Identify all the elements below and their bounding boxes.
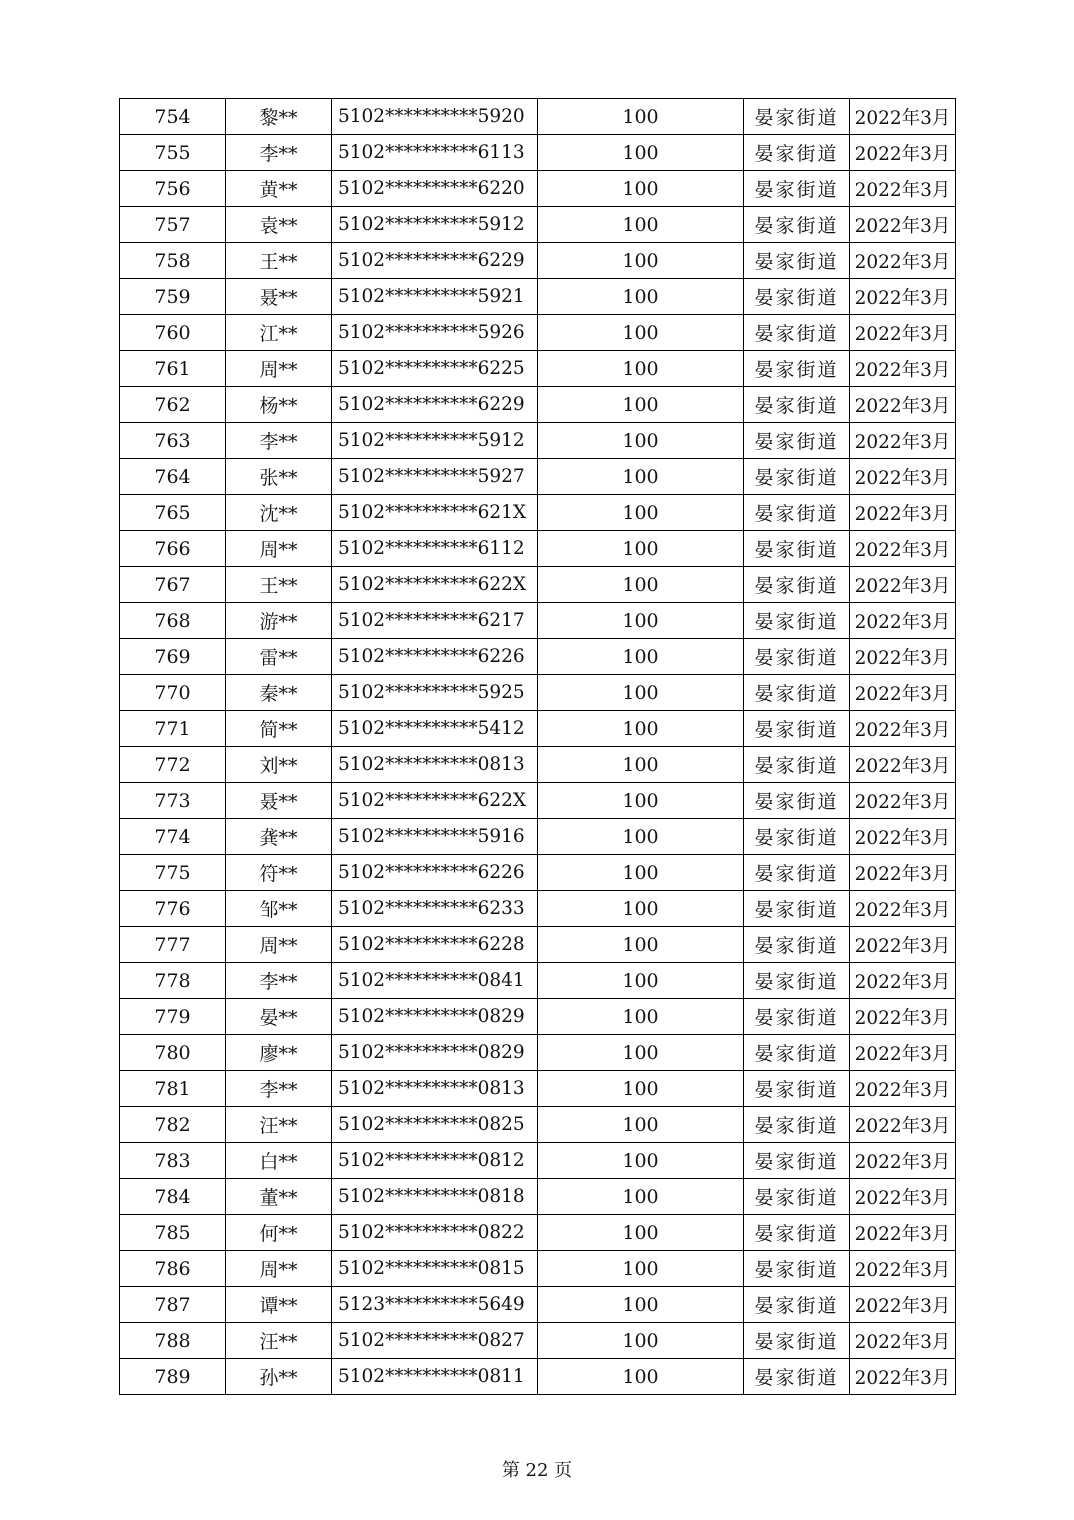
amount-cell: 100	[538, 207, 744, 243]
table-row	[120, 279, 956, 315]
date-cell: 2022年3月	[850, 999, 956, 1035]
row-number-cell: 767	[120, 567, 226, 603]
name-cell: 何**	[226, 1215, 332, 1251]
id-number-cell: 5102**********0812	[332, 1143, 538, 1179]
name-cell: 周**	[226, 351, 332, 387]
amount-cell: 100	[538, 243, 744, 279]
amount-cell: 100	[538, 819, 744, 855]
id-number-cell: 5102**********0813	[332, 747, 538, 783]
name-cell: 秦**	[226, 675, 332, 711]
amount-cell: 100	[538, 1359, 744, 1395]
row-number-cell: 763	[120, 423, 226, 459]
id-number-cell: 5102**********0841	[332, 963, 538, 999]
date-cell: 2022年3月	[850, 819, 956, 855]
row-number-cell: 766	[120, 531, 226, 567]
id-number-cell: 5102**********6112	[332, 531, 538, 567]
row-number-cell: 779	[120, 999, 226, 1035]
amount-cell: 100	[538, 1287, 744, 1323]
street-cell: 晏家街道	[744, 927, 850, 963]
name-cell: 杨**	[226, 387, 332, 423]
table-row	[120, 531, 956, 567]
name-cell: 李**	[226, 963, 332, 999]
row-number-cell: 778	[120, 963, 226, 999]
amount-cell: 100	[538, 387, 744, 423]
table-row	[120, 1143, 956, 1179]
table-row	[120, 891, 956, 927]
row-number-cell: 785	[120, 1215, 226, 1251]
amount-cell: 100	[538, 1071, 744, 1107]
street-cell: 晏家街道	[744, 1143, 850, 1179]
name-cell: 晏**	[226, 999, 332, 1035]
street-cell: 晏家街道	[744, 1215, 850, 1251]
table-row	[120, 603, 956, 639]
name-cell: 廖**	[226, 1035, 332, 1071]
id-number-cell: 5102**********6226	[332, 855, 538, 891]
date-cell: 2022年3月	[850, 1215, 956, 1251]
name-cell: 白**	[226, 1143, 332, 1179]
date-cell: 2022年3月	[850, 603, 956, 639]
row-number-cell: 784	[120, 1179, 226, 1215]
id-number-cell: 5102**********0827	[332, 1323, 538, 1359]
street-cell: 晏家街道	[744, 387, 850, 423]
id-number-cell: 5102**********622X	[332, 783, 538, 819]
street-cell: 晏家街道	[744, 747, 850, 783]
street-cell: 晏家街道	[744, 855, 850, 891]
street-cell: 晏家街道	[744, 207, 850, 243]
id-number-cell: 5102**********5412	[332, 711, 538, 747]
date-cell: 2022年3月	[850, 1251, 956, 1287]
id-number-cell: 5102**********0825	[332, 1107, 538, 1143]
street-cell: 晏家街道	[744, 135, 850, 171]
date-cell: 2022年3月	[850, 243, 956, 279]
id-number-cell: 5102**********5927	[332, 459, 538, 495]
id-number-cell: 5102**********6229	[332, 243, 538, 279]
row-number-cell: 776	[120, 891, 226, 927]
table-row	[120, 711, 956, 747]
id-number-cell: 5102**********5916	[332, 819, 538, 855]
row-number-cell: 770	[120, 675, 226, 711]
date-cell: 2022年3月	[850, 423, 956, 459]
amount-cell: 100	[538, 171, 744, 207]
street-cell: 晏家街道	[744, 315, 850, 351]
row-number-cell: 775	[120, 855, 226, 891]
id-number-cell: 5102**********5920	[332, 99, 538, 135]
amount-cell: 100	[538, 1107, 744, 1143]
date-cell: 2022年3月	[850, 135, 956, 171]
street-cell: 晏家街道	[744, 1323, 850, 1359]
street-cell: 晏家街道	[744, 279, 850, 315]
date-cell: 2022年3月	[850, 1287, 956, 1323]
date-cell: 2022年3月	[850, 1179, 956, 1215]
amount-cell: 100	[538, 279, 744, 315]
amount-cell: 100	[538, 1323, 744, 1359]
table-row	[120, 1107, 956, 1143]
table-row	[120, 315, 956, 351]
row-number-cell: 765	[120, 495, 226, 531]
amount-cell: 100	[538, 855, 744, 891]
street-cell: 晏家街道	[744, 1107, 850, 1143]
row-number-cell: 757	[120, 207, 226, 243]
table-row	[120, 1215, 956, 1251]
row-number-cell: 768	[120, 603, 226, 639]
table-row	[120, 675, 956, 711]
id-number-cell: 5102**********6113	[332, 135, 538, 171]
id-number-cell: 5102**********5925	[332, 675, 538, 711]
street-cell: 晏家街道	[744, 711, 850, 747]
name-cell: 聂**	[226, 783, 332, 819]
id-number-cell: 5102**********0829	[332, 1035, 538, 1071]
id-number-cell: 5102**********0822	[332, 1215, 538, 1251]
amount-cell: 100	[538, 1143, 744, 1179]
street-cell: 晏家街道	[744, 567, 850, 603]
name-cell: 江**	[226, 315, 332, 351]
name-cell: 王**	[226, 567, 332, 603]
amount-cell: 100	[538, 351, 744, 387]
amount-cell: 100	[538, 135, 744, 171]
name-cell: 汪**	[226, 1323, 332, 1359]
id-number-cell: 5102**********6220	[332, 171, 538, 207]
date-cell: 2022年3月	[850, 495, 956, 531]
table-row	[120, 207, 956, 243]
table-row	[120, 1179, 956, 1215]
id-number-cell: 5102**********6229	[332, 387, 538, 423]
table-row	[120, 747, 956, 783]
name-cell: 李**	[226, 135, 332, 171]
table-row	[120, 459, 956, 495]
row-number-cell: 786	[120, 1251, 226, 1287]
date-cell: 2022年3月	[850, 171, 956, 207]
date-cell: 2022年3月	[850, 711, 956, 747]
date-cell: 2022年3月	[850, 1359, 956, 1395]
row-number-cell: 787	[120, 1287, 226, 1323]
street-cell: 晏家街道	[744, 891, 850, 927]
amount-cell: 100	[538, 675, 744, 711]
table-row	[120, 1359, 956, 1395]
amount-cell: 100	[538, 495, 744, 531]
date-cell: 2022年3月	[850, 279, 956, 315]
name-cell: 张**	[226, 459, 332, 495]
amount-cell: 100	[538, 963, 744, 999]
name-cell: 简**	[226, 711, 332, 747]
date-cell: 2022年3月	[850, 747, 956, 783]
street-cell: 晏家街道	[744, 639, 850, 675]
id-number-cell: 5102**********0829	[332, 999, 538, 1035]
street-cell: 晏家街道	[744, 963, 850, 999]
name-cell: 孙**	[226, 1359, 332, 1395]
name-cell: 符**	[226, 855, 332, 891]
date-cell: 2022年3月	[850, 567, 956, 603]
date-cell: 2022年3月	[850, 1143, 956, 1179]
row-number-cell: 760	[120, 315, 226, 351]
row-number-cell: 788	[120, 1323, 226, 1359]
table-row	[120, 1323, 956, 1359]
amount-cell: 100	[538, 567, 744, 603]
row-number-cell: 771	[120, 711, 226, 747]
street-cell: 晏家街道	[744, 1179, 850, 1215]
table-row	[120, 1251, 956, 1287]
name-cell: 李**	[226, 423, 332, 459]
name-cell: 周**	[226, 1251, 332, 1287]
street-cell: 晏家街道	[744, 531, 850, 567]
table-row	[120, 783, 956, 819]
table-row	[120, 135, 956, 171]
table-row	[120, 1071, 956, 1107]
amount-cell: 100	[538, 891, 744, 927]
table-row	[120, 423, 956, 459]
amount-cell: 100	[538, 711, 744, 747]
date-cell: 2022年3月	[850, 855, 956, 891]
name-cell: 汪**	[226, 1107, 332, 1143]
street-cell: 晏家街道	[744, 783, 850, 819]
table-row	[120, 495, 956, 531]
row-number-cell: 773	[120, 783, 226, 819]
id-number-cell: 5102**********622X	[332, 567, 538, 603]
id-number-cell: 5102**********0811	[332, 1359, 538, 1395]
table-row	[120, 243, 956, 279]
row-number-cell: 759	[120, 279, 226, 315]
id-number-cell: 5102**********6228	[332, 927, 538, 963]
row-number-cell: 761	[120, 351, 226, 387]
row-number-cell: 764	[120, 459, 226, 495]
name-cell: 沈**	[226, 495, 332, 531]
id-number-cell: 5102**********621X	[332, 495, 538, 531]
row-number-cell: 781	[120, 1071, 226, 1107]
name-cell: 袁**	[226, 207, 332, 243]
street-cell: 晏家街道	[744, 999, 850, 1035]
street-cell: 晏家街道	[744, 171, 850, 207]
id-number-cell: 5102**********0815	[332, 1251, 538, 1287]
street-cell: 晏家街道	[744, 243, 850, 279]
name-cell: 李**	[226, 1071, 332, 1107]
amount-cell: 100	[538, 315, 744, 351]
id-number-cell: 5102**********0813	[332, 1071, 538, 1107]
name-cell: 王**	[226, 243, 332, 279]
date-cell: 2022年3月	[850, 1035, 956, 1071]
name-cell: 龚**	[226, 819, 332, 855]
table-row	[120, 927, 956, 963]
table-row	[120, 99, 956, 135]
page-number: 第 22 页	[501, 1460, 573, 1481]
id-number-cell: 5123**********5649	[332, 1287, 538, 1323]
roster-table-body	[120, 99, 956, 1395]
date-cell: 2022年3月	[850, 639, 956, 675]
street-cell: 晏家街道	[744, 423, 850, 459]
row-number-cell: 758	[120, 243, 226, 279]
id-number-cell: 5102**********6225	[332, 351, 538, 387]
name-cell: 雷**	[226, 639, 332, 675]
name-cell: 周**	[226, 531, 332, 567]
amount-cell: 100	[538, 1179, 744, 1215]
date-cell: 2022年3月	[850, 963, 956, 999]
amount-cell: 100	[538, 1035, 744, 1071]
street-cell: 晏家街道	[744, 459, 850, 495]
amount-cell: 100	[538, 1215, 744, 1251]
table-row	[120, 819, 956, 855]
date-cell: 2022年3月	[850, 387, 956, 423]
id-number-cell: 5102**********5912	[332, 423, 538, 459]
name-cell: 游**	[226, 603, 332, 639]
date-cell: 2022年3月	[850, 927, 956, 963]
street-cell: 晏家街道	[744, 1251, 850, 1287]
name-cell: 刘**	[226, 747, 332, 783]
street-cell: 晏家街道	[744, 1287, 850, 1323]
date-cell: 2022年3月	[850, 531, 956, 567]
date-cell: 2022年3月	[850, 207, 956, 243]
row-number-cell: 772	[120, 747, 226, 783]
roster-table	[119, 98, 956, 1395]
row-number-cell: 762	[120, 387, 226, 423]
date-cell: 2022年3月	[850, 1323, 956, 1359]
table-row	[120, 171, 956, 207]
name-cell: 董**	[226, 1179, 332, 1215]
id-number-cell: 5102**********6226	[332, 639, 538, 675]
street-cell: 晏家街道	[744, 99, 850, 135]
amount-cell: 100	[538, 531, 744, 567]
table-row	[120, 1287, 956, 1323]
amount-cell: 100	[538, 999, 744, 1035]
amount-cell: 100	[538, 1251, 744, 1287]
table-row	[120, 351, 956, 387]
id-number-cell: 5102**********6217	[332, 603, 538, 639]
id-number-cell: 5102**********0818	[332, 1179, 538, 1215]
street-cell: 晏家街道	[744, 1071, 850, 1107]
name-cell: 邹**	[226, 891, 332, 927]
row-number-cell: 780	[120, 1035, 226, 1071]
amount-cell: 100	[538, 603, 744, 639]
date-cell: 2022年3月	[850, 1071, 956, 1107]
amount-cell: 100	[538, 99, 744, 135]
date-cell: 2022年3月	[850, 99, 956, 135]
table-row	[120, 1035, 956, 1071]
table-row	[120, 999, 956, 1035]
amount-cell: 100	[538, 459, 744, 495]
name-cell: 黎**	[226, 99, 332, 135]
row-number-cell: 777	[120, 927, 226, 963]
row-number-cell: 755	[120, 135, 226, 171]
id-number-cell: 5102**********5921	[332, 279, 538, 315]
street-cell: 晏家街道	[744, 1359, 850, 1395]
date-cell: 2022年3月	[850, 891, 956, 927]
street-cell: 晏家街道	[744, 495, 850, 531]
street-cell: 晏家街道	[744, 819, 850, 855]
table-row	[120, 963, 956, 999]
row-number-cell: 769	[120, 639, 226, 675]
table-row	[120, 567, 956, 603]
name-cell: 黄**	[226, 171, 332, 207]
amount-cell: 100	[538, 783, 744, 819]
row-number-cell: 789	[120, 1359, 226, 1395]
amount-cell: 100	[538, 927, 744, 963]
table-row	[120, 387, 956, 423]
table-row	[120, 855, 956, 891]
street-cell: 晏家街道	[744, 1035, 850, 1071]
date-cell: 2022年3月	[850, 315, 956, 351]
row-number-cell: 782	[120, 1107, 226, 1143]
amount-cell: 100	[538, 423, 744, 459]
id-number-cell: 5102**********5912	[332, 207, 538, 243]
id-number-cell: 5102**********5926	[332, 315, 538, 351]
row-number-cell: 756	[120, 171, 226, 207]
amount-cell: 100	[538, 747, 744, 783]
id-number-cell: 5102**********6233	[332, 891, 538, 927]
amount-cell: 100	[538, 639, 744, 675]
table-row	[120, 639, 956, 675]
name-cell: 谭**	[226, 1287, 332, 1323]
street-cell: 晏家街道	[744, 603, 850, 639]
date-cell: 2022年3月	[850, 675, 956, 711]
row-number-cell: 774	[120, 819, 226, 855]
row-number-cell: 783	[120, 1143, 226, 1179]
date-cell: 2022年3月	[850, 1107, 956, 1143]
date-cell: 2022年3月	[850, 783, 956, 819]
date-cell: 2022年3月	[850, 459, 956, 495]
date-cell: 2022年3月	[850, 351, 956, 387]
street-cell: 晏家街道	[744, 351, 850, 387]
street-cell: 晏家街道	[744, 675, 850, 711]
row-number-cell: 754	[120, 99, 226, 135]
name-cell: 周**	[226, 927, 332, 963]
name-cell: 聂**	[226, 279, 332, 315]
